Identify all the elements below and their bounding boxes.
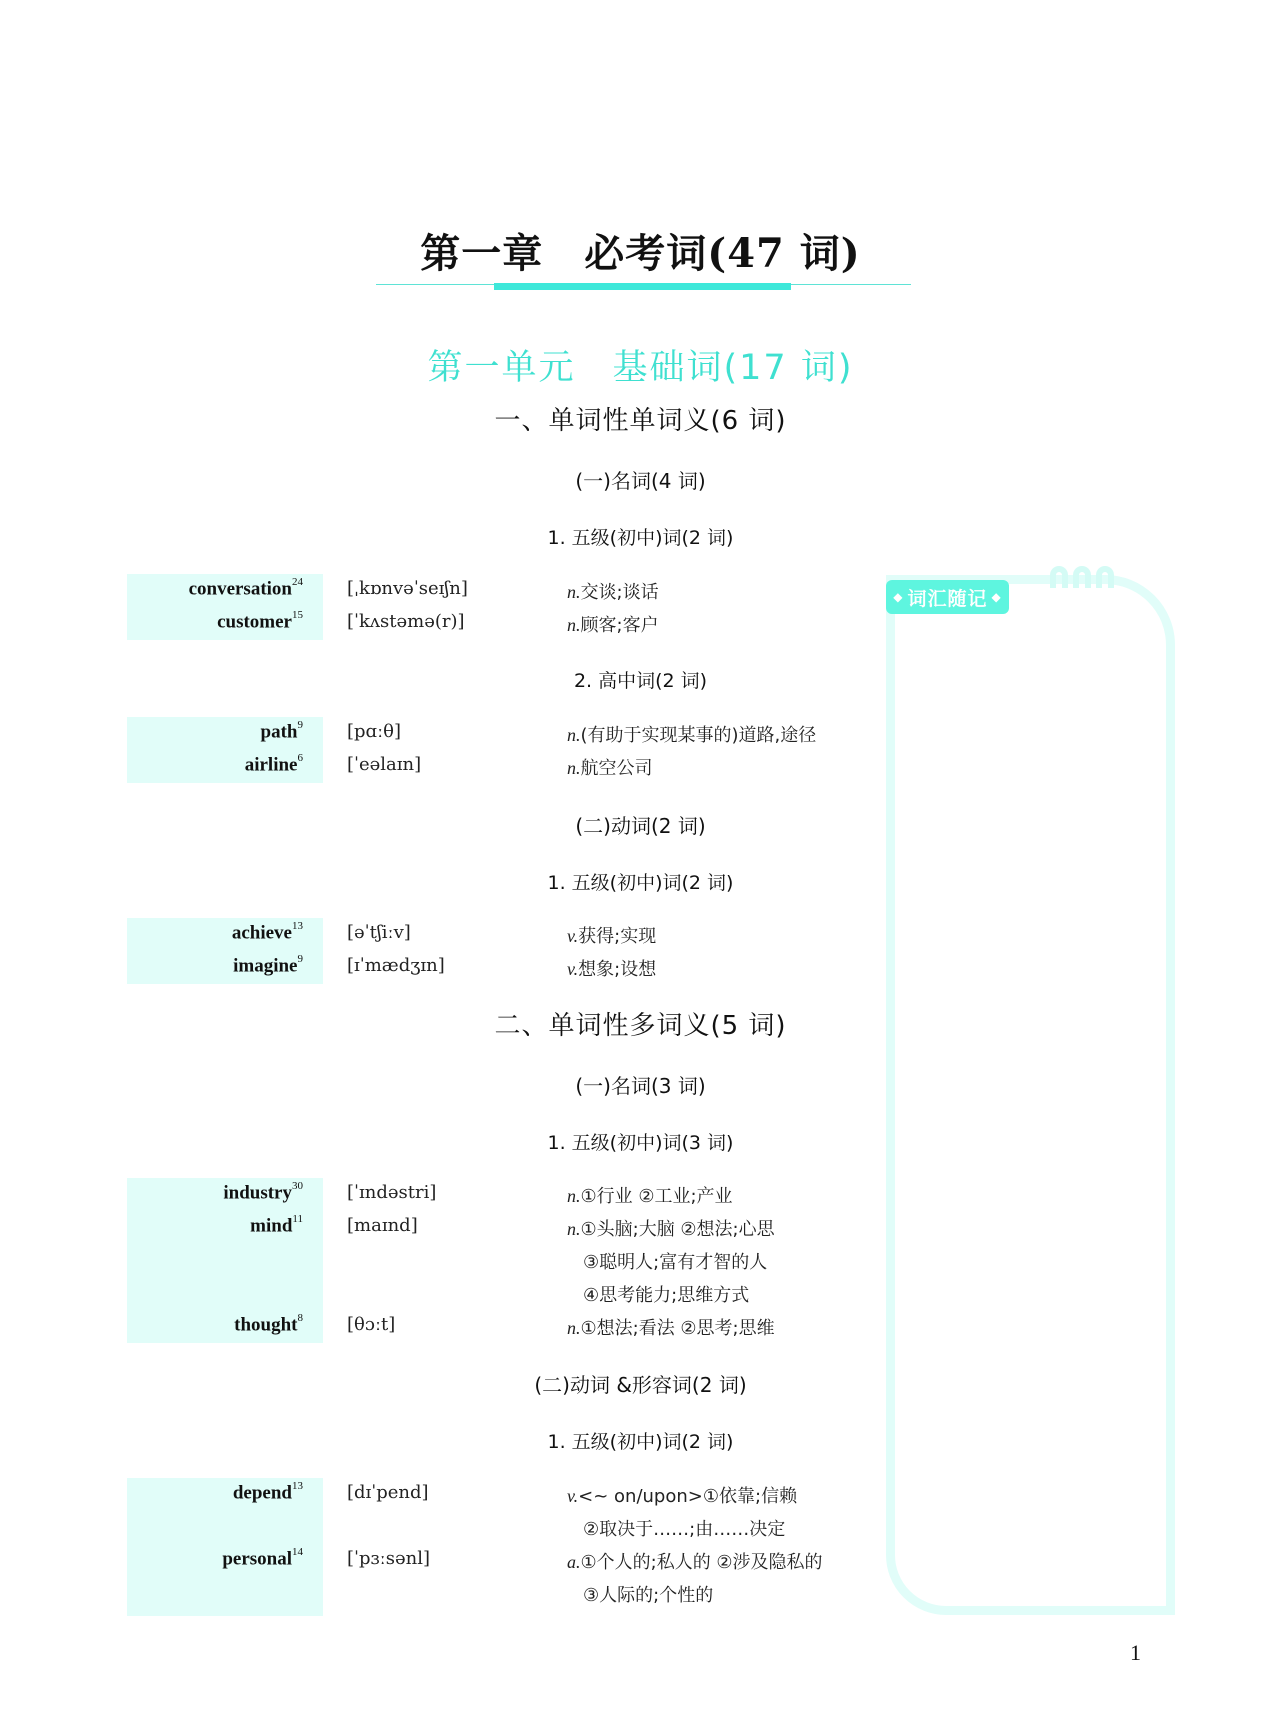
phonetic: [ˈpɜːsənl] [347, 1548, 430, 1569]
headword: mind$^{11}$ [250, 1213, 303, 1237]
phonetic: [ˈkʌstəmə(r)] [347, 611, 465, 632]
phonetic: [θɔːt] [347, 1314, 396, 1335]
level-title: 1. 五级(初中)词(2 词) [547, 872, 734, 894]
phonetic: [ˈeəlaɪn] [347, 754, 422, 775]
word-list [127, 918, 907, 984]
word-entry [127, 951, 907, 984]
headword: path$^9$ [260, 719, 303, 743]
definition: n.①行业 ②工业;产业 [567, 1186, 733, 1207]
headword: industry$^{30}$ [223, 1180, 303, 1204]
level-title: 1. 五级(初中)词(3 词) [547, 1132, 734, 1154]
definition-continuation [127, 1244, 907, 1277]
word-entry [127, 1544, 907, 1577]
phonetic: [maɪnd] [347, 1215, 418, 1236]
page-number: 1 [1130, 1640, 1141, 1665]
definition: v.<~ on/upon>①依靠;信赖 [567, 1486, 798, 1507]
word-entry [127, 717, 907, 750]
word-entry [127, 1211, 907, 1244]
headword: airline$^6$ [244, 752, 303, 776]
group-title: (二)动词(2 词) [575, 814, 706, 838]
level-title: 2. 高中词(2 词) [573, 670, 708, 692]
group-title: (一)名词(3 词) [575, 1074, 706, 1098]
headword: personal$^{14}$ [222, 1546, 303, 1570]
definition: ④思考能力;思维方式 [583, 1285, 750, 1306]
phonetic: [dɪˈpend] [347, 1482, 429, 1503]
diamond-icon: ◆ [991, 590, 1002, 604]
definition: v.想象;设想 [567, 959, 657, 980]
section-title: 一、单词性单词义(6 词) [494, 406, 787, 436]
word-entry [127, 1178, 907, 1211]
definition-continuation [127, 1511, 907, 1544]
phonetic: [ɪˈmædʒɪn] [347, 955, 445, 976]
word-entry [127, 918, 907, 951]
word-list [127, 717, 907, 783]
word-entry [127, 1478, 907, 1511]
definition: n.(有助于实现某事的)道路,途径 [567, 725, 817, 746]
definition-continuation [127, 1577, 907, 1610]
word-entry [127, 574, 907, 607]
headword: conversation$^{24}$ [188, 576, 303, 600]
definition: n.①头脑;大脑 ②想法;心思 [567, 1219, 775, 1240]
headword: customer$^{15}$ [217, 609, 303, 633]
definition: n.航空公司 [567, 758, 653, 779]
word-list [127, 574, 907, 640]
definition-continuation [127, 1277, 907, 1310]
section-title: 二、单词性多词义(5 词) [494, 1011, 787, 1041]
word-list [127, 1178, 907, 1343]
definition: n.顾客;客户 [567, 615, 659, 636]
definition: n.交谈;谈话 [567, 582, 659, 603]
word-entry [127, 607, 907, 640]
notes-badge-label: 词汇随记 [907, 587, 988, 610]
phonetic: [əˈtʃiːv] [347, 922, 411, 943]
word-list [127, 1478, 907, 1616]
group-title: (二)动词 &形容词(2 词) [534, 1373, 747, 1397]
word-entry [127, 1310, 907, 1343]
level-title: 1. 五级(初中)词(2 词) [547, 527, 734, 549]
phonetic: [ˌkɒnvəˈseɪʃn] [347, 578, 468, 599]
level-title: 1. 五级(初中)词(2 词) [547, 1431, 734, 1453]
definition: ②取决于……;由……决定 [583, 1519, 786, 1540]
definition: ③人际的;个性的 [583, 1585, 714, 1606]
headword: imagine$^9$ [233, 953, 303, 977]
definition: n.①想法;看法 ②思考;思维 [567, 1318, 775, 1339]
title-accent-bar [494, 283, 791, 290]
diamond-icon: ◆ [893, 590, 904, 604]
chapter-title: 第一章 必考词(47 词) [420, 230, 861, 277]
unit-title: 第一单元 基础词(17 词) [427, 348, 854, 388]
phonetic: [pɑːθ] [347, 721, 401, 742]
headword: depend$^{13}$ [232, 1480, 303, 1504]
headword: thought$^8$ [234, 1312, 303, 1336]
definition: ③聪明人;富有才智的人 [583, 1252, 768, 1273]
phonetic: [ˈɪndəstri] [347, 1182, 437, 1203]
group-title: (一)名词(4 词) [575, 469, 706, 493]
word-entry [127, 750, 907, 783]
binder-ring-icon [1050, 566, 1068, 588]
definition: a.①个人的;私人的 ②涉及隐私的 [567, 1552, 823, 1573]
definition: v.获得;实现 [567, 926, 657, 947]
binder-ring-icon [1096, 566, 1114, 588]
headword: achieve$^{13}$ [231, 920, 303, 944]
binder-ring-icon [1073, 566, 1091, 588]
